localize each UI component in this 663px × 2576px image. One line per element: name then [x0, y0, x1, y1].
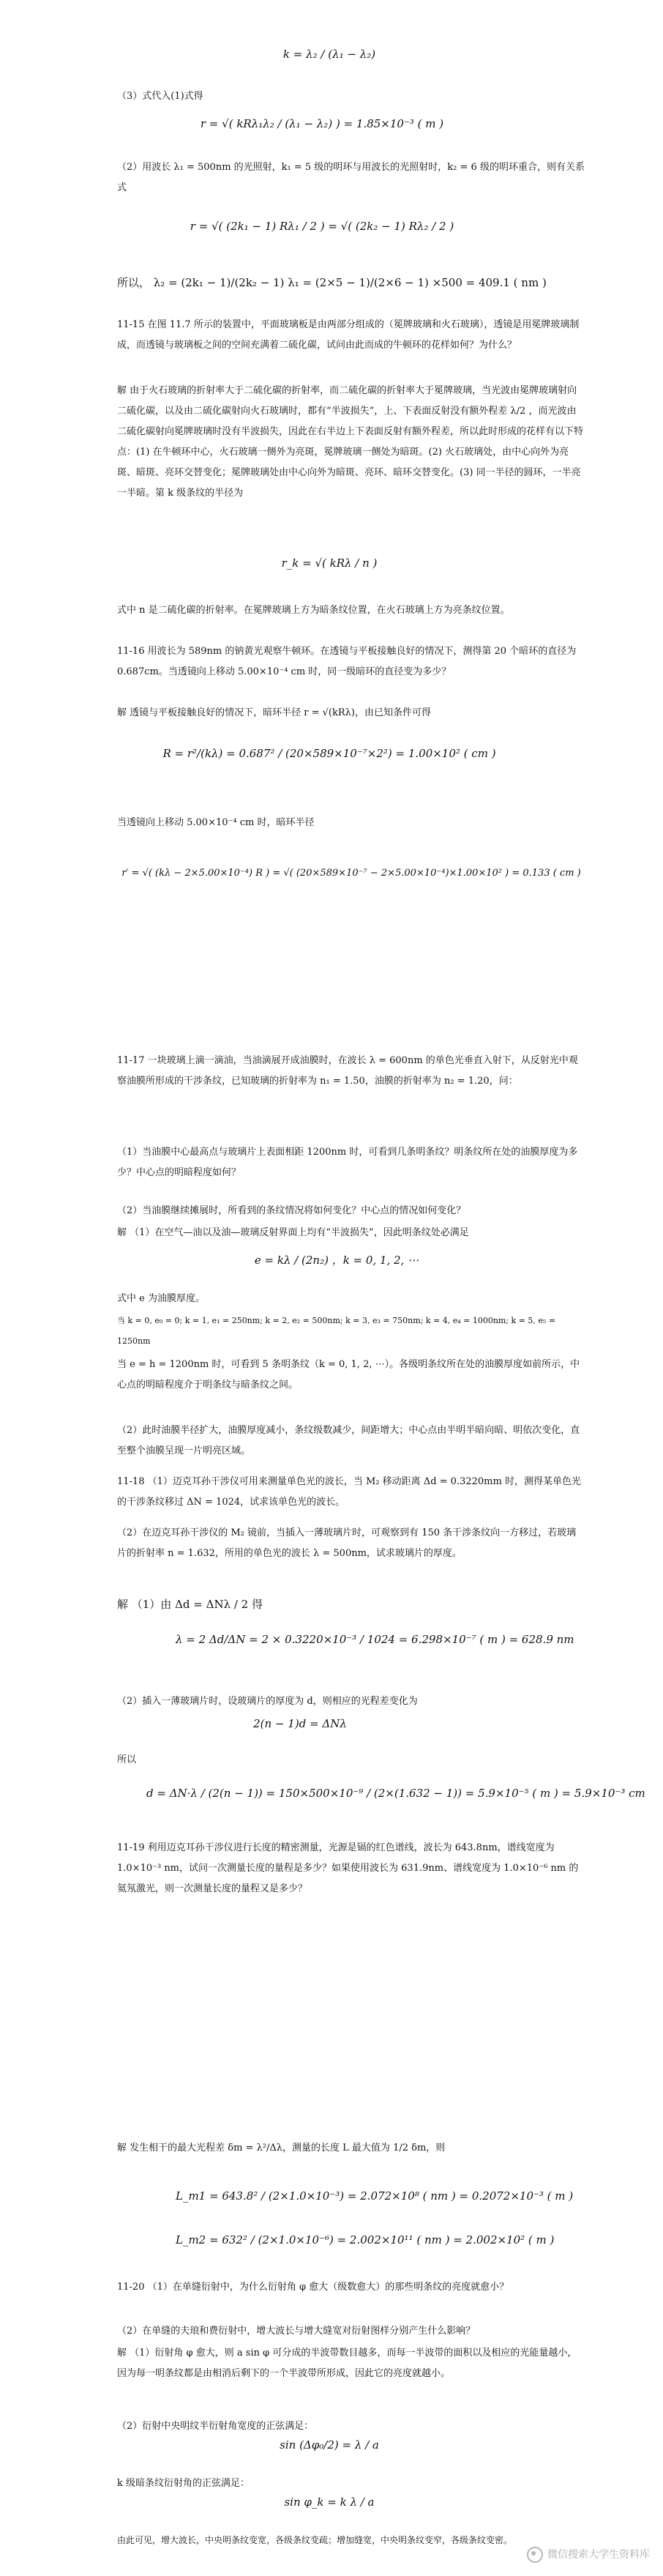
paragraph: 式中 n 是二硫化碳的折射率。在冕牌玻璃上方为暗条纹位置，在火石玻璃上方为亮条纹位置。 [117, 605, 510, 616]
problem-11-15: 11-15 在图 11.7 所示的装置中，平面玻璃板是由两部分组成的（冕牌玻璃和火石玻璃），透镜是用冕牌玻璃制成，而透镜与玻璃板之间的空间充满着二硫化碳，试问由此而成的牛顿环的花样如何？为什么？ [117, 319, 580, 351]
equation-lambda2: 所以， λ₂ = (2k₁ − 1)/(2k₂ − 1) λ₁ = (2×5 − 1)/(2×6 − 1) ×500 = 409.1 ( nm ) [117, 276, 547, 289]
paragraph: 式中 e 为油膜厚度。 [117, 1293, 205, 1304]
paragraph: 当透镜向上移动 5.00×10⁻⁴ cm 时，暗环半径 [117, 817, 315, 828]
problem-11-17: 11-17 一块玻璃上滴一滴油，当油滴展开成油膜时，在波长 λ = 600nm 的单色光垂直入射下，从反射光中观察油膜所形成的干涉条纹，已知玻璃的折射率为 n₁ = 1.50，油膜的折射率为 n₂ = 1.20，问： [117, 1055, 578, 1087]
watermark-text: 微信搜索大学生资料库 [547, 2549, 650, 2561]
watermark [527, 2547, 650, 2563]
problem-11-18-part2: （2）在迈克耳孙干涉仪的 M₂ 镜前，当插入一薄玻璃片时，可观察到有 150 条干涉条纹向一方移过，若玻璃片的折射率 n = 1.632，所用的单色光的波长 λ = 500nm，试求玻璃片的厚度。 [117, 1527, 577, 1559]
solution-11-17: 解 （1）在空气—油以及油—玻璃反射界面上均有“半波损失”，因此明条纹处必满足 [117, 1227, 469, 1238]
equation-e: e = kλ / (2n₂) ，k = 0, 1, 2, ⋯ [254, 1254, 419, 1267]
equation-2n-1d: 2(n − 1)d = ΔNλ [253, 1717, 347, 1730]
equation-sin-phik: sin φ_k = k λ / a [284, 2495, 375, 2509]
wechat-icon [527, 2547, 543, 2563]
equation-k: k = λ₂ / (λ₁ − λ₂) [282, 48, 376, 61]
equation-d: d = ΔN·λ / (2(n − 1)) = 150×500×10⁻⁹ / (2×(1.632 − 1)) = 5.9×10⁻⁵ ( m ) = 5.9×10⁻³ cm [146, 1787, 645, 1800]
problem-11-16: 11-16 用波长为 589nm 的钠黄光观察牛顿环。在透镜与平板接触良好的情况下，测得第 20 个暗环的直径为 0.687cm。当透镜向上移动 5.00×10⁻⁴ cm 时，同一级暗环的直径变为多少？ [117, 646, 577, 677]
paragraph: 由此可见，增大波长，中央明条纹变宽，各级条纹变疏；增加缝宽，中央明条纹变窄，各级条纹变密。 [117, 2535, 513, 2545]
equation-r-relation: r = √( (2k₁ − 1) Rλ₁ / 2 ) = √( (2k₂ − 1) Rλ₂ / 2 ) [190, 220, 454, 233]
equation-lambda: λ = 2 Δd/ΔN = 2 × 0.3220×10⁻³ / 1024 = 6.298×10⁻⁷ ( m ) = 628.9 nm [176, 1633, 574, 1646]
solution-11-15: 解 由于火石玻璃的折射率大于二硫化碳的折射率，而二硫化碳的折射率大于冕牌玻璃，当光波由冕牌玻璃射向二硫化碳，以及由二硫化碳射向火石玻璃时，都有“半波损失”，上、下表面反射没有额外程差 λ/2 ，而光波由二硫化碳射向冕牌玻璃时没有半波损失，因此在右半边上下表面反射有额外程差，所以此时形成的花样有以下特点：(1) 在牛顿环中心，火石玻璃一侧外为亮斑，冕牌玻璃一侧处为暗斑。(2) 火石玻璃处，由中心向外为亮斑、暗斑、亮环交替变化；冕牌玻璃处由中心向外为暗斑、亮环、暗环交替变化。(3) 同一半径的圆环，一半亮一半暗。第 k 级条纹的半径为 [117, 385, 584, 499]
equation-R: R = r²/(kλ) = 0.687² / (20×589×10⁻⁷×2²) = 1.00×10² ( cm ) [162, 747, 496, 760]
equation-delta-d: 解 （1）由 Δd = ΔNλ / 2 得 [117, 1598, 263, 1611]
paragraph: k 级暗条纹衍射角的正弦满足： [117, 2478, 250, 2489]
problem-11-18: 11-18 （1）迈克耳孙干涉仪可用来测量单色光的波长，当 M₂ 移动距离 Δd = 0.3220mm 时，测得某单色光的干涉条纹移过 ΔN = 1024，试求该单色光的波长。 [117, 1476, 581, 1508]
question-1: （1）当油膜中心最高点与玻璃片上表面相距 1200nm 时，可看到几条明条纹？明条纹所在处的油膜厚度为多少？中心点的明暗程度如何？ [117, 1147, 578, 1178]
problem-11-19: 11-19 利用迈克耳孙干涉仪进行长度的精密测量，光源是镉的红色谱线，波长为 643.8nm，谱线宽度为 1.0×10⁻³ nm，试问一次测量长度的量程是多少？如果使用波长为 631.9nm、谱线宽度为 1.0×10⁻⁶ nm 的氦氖激光，则一次测量长度的量程又是多少？ [117, 1842, 579, 1894]
equation-rk: r_k = √( kRλ / n ) [281, 556, 378, 570]
solution-11-19: 解 发生相干的最大光程差 δm = λ²/Δλ，测量的长度 L 最大值为 1/2 δm，则 [117, 2143, 446, 2154]
paragraph: （2）插入一薄玻璃片时，设玻璃片的厚度为 d，则相应的光程差变化为 [117, 1696, 418, 1707]
paragraph: 所以 [117, 1754, 137, 1765]
paragraph: 当 k = 0, e₀ = 0; k = 1, e₁ = 250nm; k = 2, e₂ = 500nm; k = 3, e₃ = 750nm; k = 4, e₄ = 1000nm; k = 5, e₅ = 1250nm [117, 1316, 556, 1346]
equation-Lm1: L_m1 = 643.8² / (2×1.0×10⁻³) = 2.072×10⁸ ( nm ) = 0.2072×10⁻³ ( m ) [176, 2189, 574, 2203]
paragraph: 当 e = h = 1200nm 时，可看到 5 条明条纹（k = 0, 1, 2, ⋯）。各级明条纹所在处的油膜厚度如前所示，中心点的明暗程度介于明条纹与暗条纹之间。 [117, 1359, 580, 1391]
equation-r-prime: r′ = √( (kλ − 2×5.00×10⁻⁴) R ) = √( (20×589×10⁻⁷ − 2×5.00×10⁻⁴)×1.00×10² ) = 0.133 ( cm ) [121, 868, 581, 879]
equation-sin-dphi0: sin (Δφ₀/2) = λ / a [280, 2438, 379, 2452]
solution-11-16: 解 透镜与平板接触良好的情况下，暗环半径 r = √(kRλ)，由已知条件可得 [117, 707, 431, 718]
paragraph: （2）用波长 λ₁ = 500nm 的光照射，k₁ = 5 级的明环与用波长的光照射时，k₂ = 6 级的明环重合，则有关系式 [117, 162, 585, 193]
equation-r: r = √( kRλ₁λ₂ / (λ₁ − λ₂) ) = 1.85×10⁻³ ( m ) [200, 117, 444, 130]
paragraph: （2）此时油膜半径扩大，油膜厚度减小，条纹级数减少，间距增大；中心点由半明半暗向暗、明依次变化，直至整个油膜呈现一片明亮区域。 [117, 1425, 580, 1456]
solution-11-20: 解 （1）衍射角 φ 愈大，则 a sin φ 可分成的半波带数目越多，而每一半波带的面积以及相应的光能量越小，因为每一明条纹都是由相消后剩下的一个半波带所形成，因此它的亮度就越小。 [117, 2348, 577, 2379]
question-2: （2）当油膜继续摊展时，所看到的条纹情况将如何变化？中心点的情况如何变化？ [117, 1205, 466, 1216]
paragraph: （2）衍射中央明纹半衍射角宽度的正弦满足： [117, 2421, 314, 2432]
paragraph: （3）式代入(1)式得 [117, 91, 203, 102]
problem-11-20: 11-20 （1）在单缝衍射中，为什么衍射角 φ 愈大（级数愈大）的那些明条纹的亮度就愈小？ [117, 2282, 509, 2293]
problem-11-20-part2: （2）在单缝的夫琅和费衍射中，增大波长与增大缝宽对衍射图样分别产生什么影响？ [117, 2326, 476, 2337]
equation-Lm2: L_m2 = 632² / (2×1.0×10⁻⁶) = 2.002×10¹¹ ( nm ) = 2.002×10² ( m ) [176, 2233, 555, 2246]
